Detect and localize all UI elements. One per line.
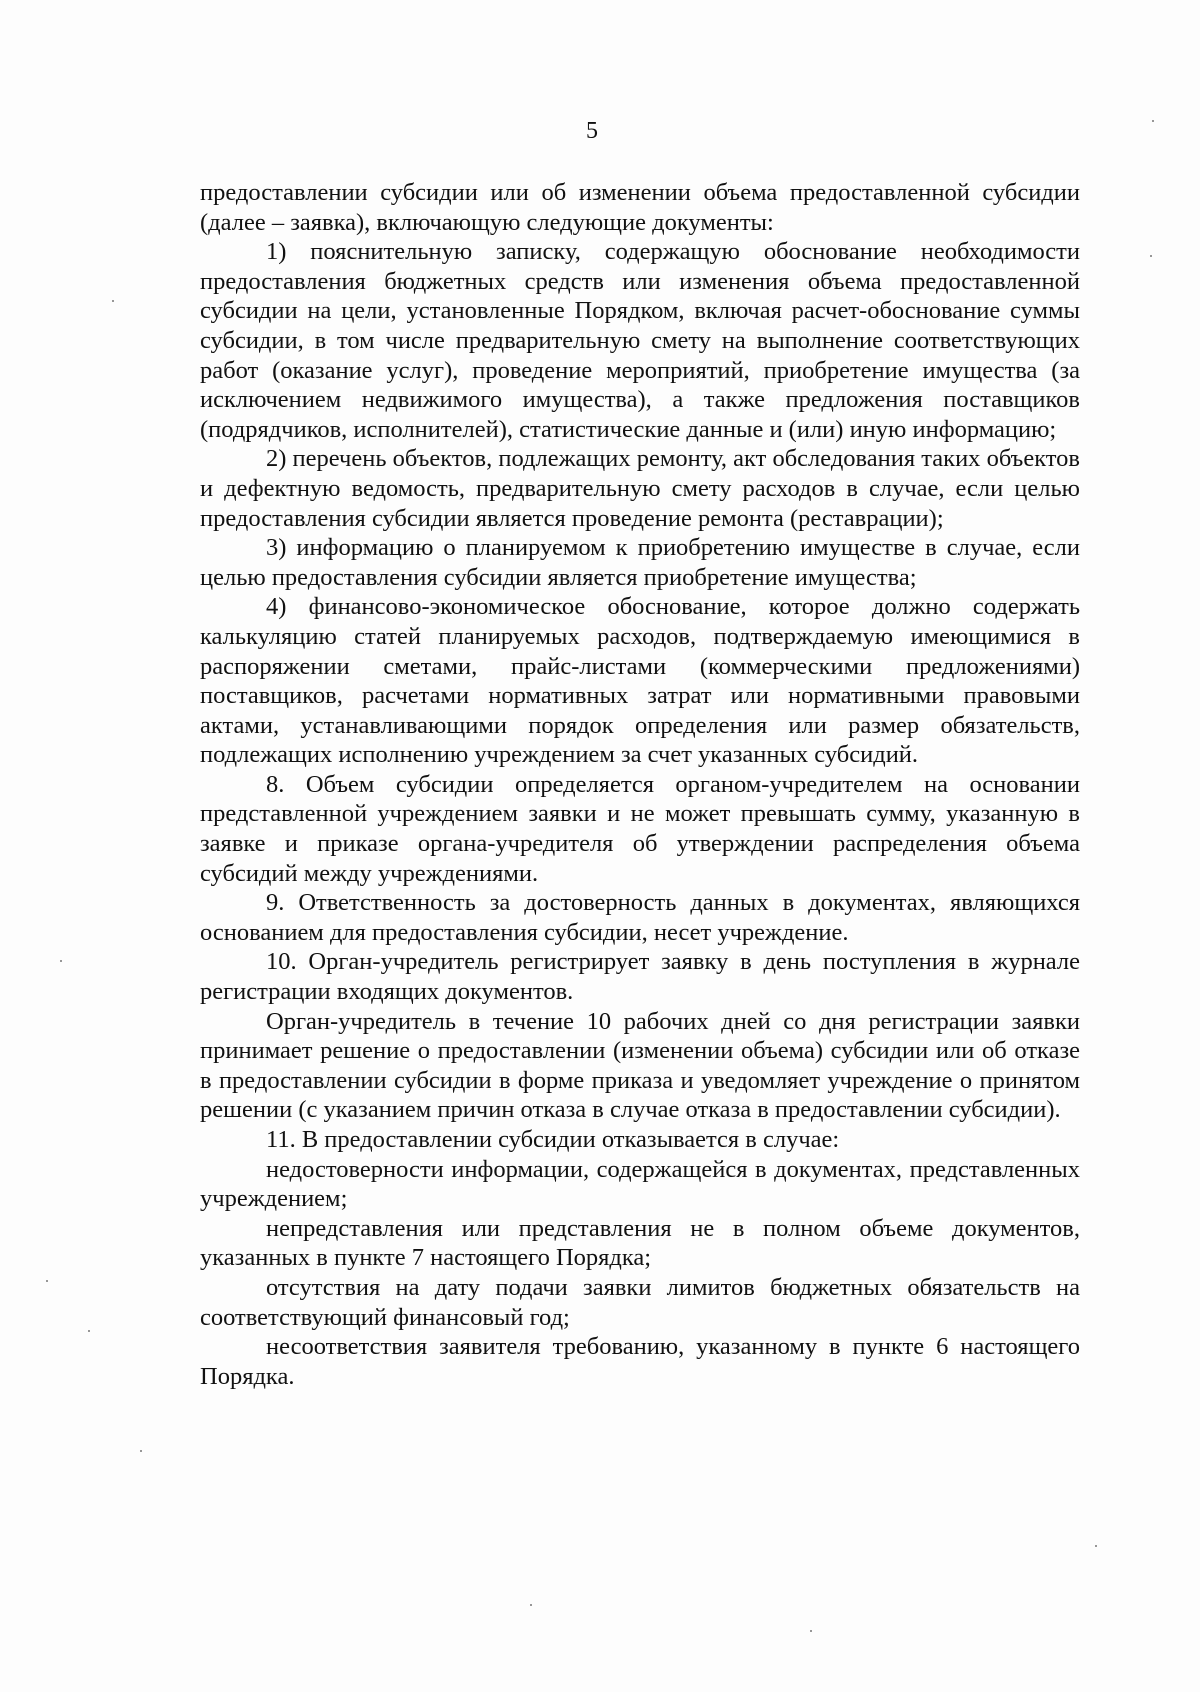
paragraph-refusal-reason-2: непредставления или представления не в полном объеме документов, указанных в пункте 7 настоящего Порядка;	[200, 1214, 1080, 1272]
document-body	[200, 178, 1080, 1391]
scan-speck	[1095, 1545, 1097, 1547]
paragraph-clause-11: 11. В предоставлении субсидии отказывается в случае:	[266, 1126, 840, 1153]
paragraph-item-3: 3) информацию о планируемом к приобретению имуществе в случае, если целью предоставления субсидии является приобретение имущества;	[200, 534, 1080, 591]
paragraph-item-1: 1) пояснительную записку, содержащую обоснование необходимости предоставления бюджетных средств или изменения объема предоставленной субсидии на цели, установленные Порядком, включая расчет-обоснование суммы субсидии, в том числе предварительную смету на выполнение соответствующих работ (оказание услуг), проведение мероприятий, приобретение имущества (за исключением недвижимого имущества), а также предложения поставщиков (подрядчиков, исполнителей), статистические данные и (или) иную информацию;	[200, 238, 1080, 443]
paragraph-clause-10-decision: Орган-учредитель в течение 10 рабочих дней со дня регистрации заявки принимает решение о предоставлении (изменении объема) субсидии или об отказе в предоставлении субсидии в форме приказа и уведомляет учреждение о принятом решении (с указанием причин отказа в случае отказа в предоставлении субсидии).	[200, 1007, 1080, 1124]
paragraph-refusal-reason-4: несоответствия заявителя требованию, указанному в пункте 6 настоящего Порядка.	[200, 1333, 1080, 1390]
scan-speck	[530, 1604, 532, 1606]
paragraph-clause-8: 8. Объем субсидии определяется органом-учредителем на основании представленной учреждением заявки и не может превышать сумму, указанную в заявке и приказе органа-учредителя об утверждении распределения объема субсидий между учреждениями.	[200, 770, 1080, 887]
scan-speck	[46, 1280, 48, 1282]
page-number: 5	[586, 118, 598, 144]
scan-speck	[1150, 255, 1152, 257]
scan-speck	[88, 1330, 90, 1332]
paragraph-refusal-reason-3: отсутствия на дату подачи заявки лимитов бюджетных обязательств на соответствующий финансовый год;	[200, 1273, 1080, 1331]
paragraph-clause-9: 9. Ответственность за достоверность данных в документах, являющихся основанием для предоставления субсидии, несет учреждение.	[200, 889, 1080, 946]
scan-speck	[60, 960, 62, 962]
paragraph-item-2: 2) перечень объектов, подлежащих ремонту, акт обследования таких объектов и дефектную ведомость, предварительную смету расходов в случае, если целью предоставления субсидии является проведение ремонта (реставрации);	[200, 445, 1080, 532]
paragraph-item-4: 4) финансово-экономическое обоснование, которое должно содержать калькуляцию статей планируемых расходов, подтверждаемую имеющимися в распоряжении сметами, прайс-листами (коммерческими предложениями) поставщиков, расчетами нормативных затрат или нормативными правовыми актами, устанавливающими порядок определения или размер обязательств, подлежащих исполнению учреждением за счет указанных субсидий.	[200, 593, 1080, 769]
scan-speck	[810, 1630, 812, 1632]
paragraph-clause-10: 10. Орган-учредитель регистрирует заявку в день поступления в журнале регистрации входящих документов.	[200, 948, 1080, 1006]
scan-speck	[140, 1450, 142, 1452]
paragraph-continuation: предоставлении субсидии или об изменении объема предоставленной субсидии (далее – заявка), включающую следующие документы:	[200, 179, 1080, 236]
paragraph-refusal-reason-1: недостоверности информации, содержащейся в документах, представленных учреждением;	[200, 1155, 1080, 1213]
scan-speck	[112, 300, 114, 302]
scan-speck	[1152, 120, 1154, 122]
